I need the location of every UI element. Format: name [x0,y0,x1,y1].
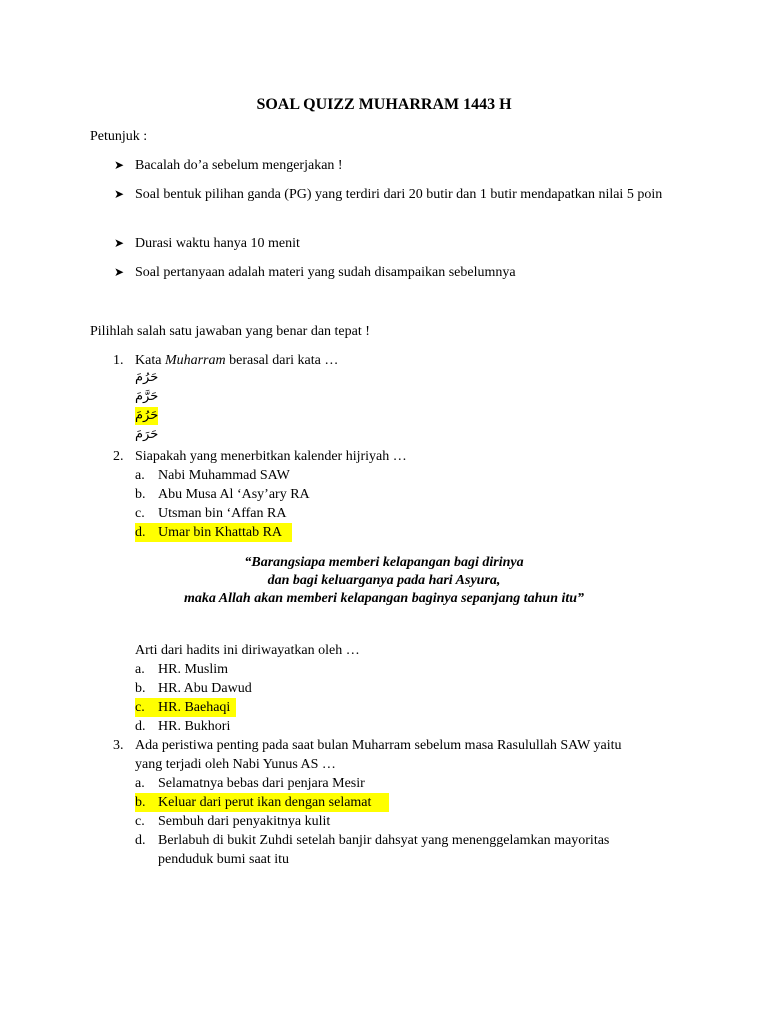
q3-option[interactable]: Sembuh dari penyakitnya kulit [158,814,331,829]
question-1-text [135,351,338,370]
question-3-text: Ada peristiwa penting pada saat bulan Muharram sebelum masa Rasulullah SAW yaitu [135,738,622,753]
option-letter: b. [135,795,146,810]
hadith-option[interactable]: HR. Abu Dawud [158,681,252,696]
option-letter: a. [135,468,145,483]
hadith-line: “Barangsiapa memberi kelapangan bagi dirinya [244,555,524,570]
hadith-option-answer[interactable] [135,698,236,717]
option-text: HR. Baehaqi [158,700,231,715]
arrowhead-bullet-icon: ➤ [113,187,125,201]
page-title: SOAL QUIZZ MUHARRAM 1443 H [256,96,512,113]
question-number: 2. [113,449,124,464]
option-letter: b. [135,681,146,696]
option-letter: a. [135,776,145,791]
option-letter: c. [135,814,145,829]
instruction-item: Durasi waktu hanya 10 menit [135,236,300,251]
option-letter: c. [135,700,145,715]
hadith-line: dan bagi keluarganya pada hari Asyura, [267,573,501,588]
option-text: Keluar dari perut ikan dengan selamat [158,795,372,810]
arrowhead-bullet-icon: ➤ [113,158,125,172]
arrowhead-bullet-icon: ➤ [113,265,125,279]
question-keyword: Muharram [164,353,226,368]
q2-option[interactable]: Nabi Muhammad SAW [158,468,290,483]
option-text: Umar bin Khattab RA [158,525,283,540]
hadith-question: Arti dari hadits ini diriwayatkan oleh … [135,643,360,658]
q1-option[interactable]: حَرَمَ [135,427,159,442]
q3-option[interactable]: Selamatnya bebas dari penjara Mesir [158,776,365,791]
option-letter: d. [135,719,146,734]
arrowhead-bullet-icon: ➤ [113,236,125,250]
hadith-option[interactable]: HR. Muslim [158,662,229,677]
option-letter: d. [135,525,146,540]
q3-option-cont: penduduk bumi saat itu [158,852,290,867]
instruction-item: Bacalah do’a sebelum mengerjakan ! [135,158,343,173]
q1-option[interactable]: حَرَّمَ [135,389,159,404]
question-number: 3. [113,738,124,753]
question-2-text: Siapakah yang menerbitkan kalender hijriyah … [135,449,407,464]
question-number: 1. [113,353,124,368]
q1-option-answer[interactable]: حَرُمَ [135,408,159,423]
q1-option[interactable]: حَرُمَ [135,370,159,385]
option-letter: b. [135,487,146,502]
instruction-item: Soal pertanyaan adalah materi yang sudah disampaikan sebelumnya [135,265,516,280]
q3-option[interactable]: Berlabuh di bukit Zuhdi setelah banjir dahsyat yang menenggelamkan mayoritas [158,833,610,848]
q2-option[interactable]: Utsman bin ‘Affan RA [158,506,287,521]
question-text-part: berasal dari kata … [225,353,339,368]
q2-option[interactable]: Abu Musa Al ‘Asy’ary RA [158,487,310,502]
q2-option-answer[interactable] [135,523,292,542]
option-letter: c. [135,506,145,521]
question-text-part: Kata [135,353,165,368]
instructions-heading: Petunjuk : [90,129,148,144]
question-prompt: Pilihlah salah satu jawaban yang benar dan tepat ! [90,324,370,339]
question-3-text-cont: yang terjadi oleh Nabi Yunus AS … [135,757,336,772]
option-letter: d. [135,833,146,848]
instruction-item: Soal bentuk pilihan ganda (PG) yang terdiri dari 20 butir dan 1 butir mendapatkan nilai 5 poin [135,187,663,202]
q3-option-answer[interactable] [135,793,389,812]
hadith-line: maka Allah akan memberi kelapangan baginya sepanjang tahun itu” [183,591,585,606]
hadith-option[interactable]: HR. Bukhori [158,719,231,734]
option-letter: a. [135,662,145,677]
